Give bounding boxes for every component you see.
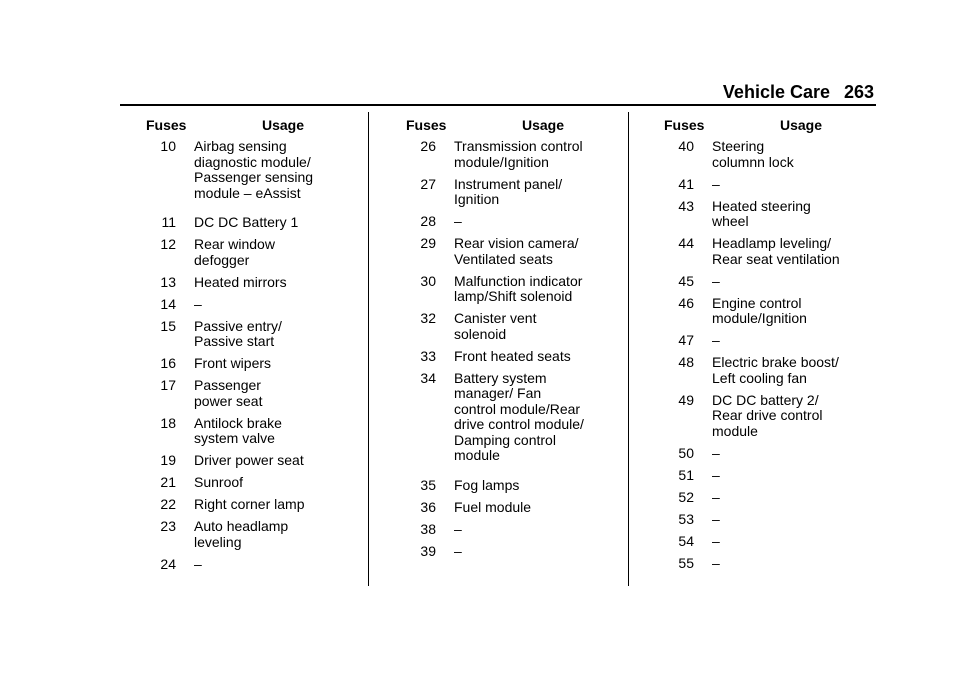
fuse-number: 36	[420, 498, 436, 515]
usage-line: columnn lock	[712, 153, 794, 170]
table-row	[658, 236, 888, 267]
header-rule	[120, 104, 876, 106]
fuse-number: 14	[160, 295, 176, 312]
fuse-usage	[454, 177, 630, 208]
usage-line: power seat	[194, 392, 263, 409]
usage-line: wheel	[712, 213, 749, 229]
fuse-number: 38	[420, 520, 436, 537]
fuse-number: 34	[420, 369, 436, 386]
fuse-usage	[454, 371, 630, 464]
usage-line: Passive entry/	[194, 317, 282, 334]
fuse-usage	[194, 416, 370, 447]
table-row	[140, 378, 370, 409]
usage-line: –	[712, 532, 720, 549]
table-row	[658, 296, 888, 327]
fuse-usage	[712, 556, 888, 572]
fuses-header: Fuses	[664, 117, 705, 133]
usage-line: Sunroof	[194, 474, 244, 490]
usage-line: module/Ignition	[712, 310, 807, 326]
fuse-number: 54	[678, 532, 694, 549]
usage-line: Heated steering	[712, 197, 811, 214]
table-header	[400, 117, 630, 139]
fuse-usage	[712, 333, 888, 349]
usage-line: Steering	[712, 138, 765, 154]
fuse-usage	[454, 274, 630, 305]
table-row	[140, 453, 370, 469]
table-row	[658, 512, 888, 528]
fuse-number: 51	[678, 466, 694, 483]
fuse-usage	[194, 139, 370, 201]
usage-line: Passive start	[194, 333, 275, 349]
fuse-usage	[712, 274, 888, 290]
fuse-table-column-2	[400, 117, 630, 566]
table-row	[140, 215, 370, 231]
fuse-number: 53	[678, 510, 694, 527]
page-number: 263	[843, 82, 874, 102]
table-row	[400, 139, 630, 170]
usage-line: –	[712, 272, 720, 289]
fuse-number: 18	[160, 414, 176, 431]
usage-line: Passenger sensing	[194, 169, 314, 185]
usage-line: Left cooling fan	[712, 369, 807, 386]
fuse-number: 10	[160, 138, 176, 154]
usage-line: Driver power seat	[194, 452, 304, 468]
table-row	[140, 275, 370, 291]
usage-line: –	[454, 542, 462, 559]
fuse-rows	[658, 139, 888, 571]
usage-line: Airbag sensing	[194, 138, 287, 154]
fuse-number: 35	[420, 476, 436, 493]
usage-line: Instrument panel/	[454, 175, 563, 192]
table-row	[140, 139, 370, 201]
fuse-number: 11	[161, 214, 176, 230]
fuse-rows	[400, 139, 630, 559]
usage-header: Usage	[262, 117, 305, 133]
usage-line: DC DC battery 2/	[712, 391, 819, 408]
fuse-usage	[194, 519, 370, 550]
usage-line: defogger	[194, 251, 250, 268]
usage-line: module/Ignition	[454, 153, 549, 170]
usage-line: Auto headlamp	[194, 518, 289, 534]
usage-line: –	[712, 554, 720, 571]
fuse-number: 23	[160, 518, 176, 534]
usage-line: Transmission control	[454, 138, 583, 154]
fuse-usage	[194, 319, 370, 350]
fuse-usage	[712, 446, 888, 462]
table-row	[400, 500, 630, 516]
usage-header: Usage	[522, 117, 565, 133]
fuse-usage	[194, 275, 370, 291]
fuse-number: 24	[160, 555, 176, 572]
fuse-number: 50	[678, 444, 694, 461]
fuse-usage	[454, 500, 630, 516]
table-row	[140, 237, 370, 268]
usage-line: –	[194, 295, 202, 312]
table-row	[658, 199, 888, 230]
table-row	[400, 214, 630, 230]
fuse-usage	[194, 378, 370, 409]
fuse-rows	[140, 139, 370, 572]
table-row	[140, 416, 370, 447]
table-row	[140, 297, 370, 313]
fuse-usage	[194, 475, 370, 491]
fuse-number: 43	[678, 197, 694, 214]
fuse-usage	[454, 139, 630, 170]
usage-line: module – eAssist	[194, 184, 301, 201]
usage-line: –	[712, 332, 720, 348]
usage-line: Right corner lamp	[194, 496, 305, 512]
fuse-number: 55	[678, 554, 694, 571]
table-row	[140, 475, 370, 491]
table-row	[140, 356, 370, 372]
usage-line: Front wipers	[194, 355, 272, 371]
usage-line: –	[712, 466, 720, 483]
fuse-usage	[712, 177, 888, 193]
usage-line: module	[454, 447, 500, 463]
fuse-number: 33	[420, 347, 436, 364]
table-row	[658, 490, 888, 506]
fuse-number: 44	[678, 235, 694, 251]
table-row	[658, 534, 888, 550]
fuse-number: 52	[678, 488, 694, 505]
fuses-header: Fuses	[146, 117, 187, 133]
fuse-number: 15	[160, 317, 176, 334]
fuse-usage	[712, 236, 888, 267]
fuse-usage	[712, 393, 888, 440]
table-row	[658, 556, 888, 572]
fuse-number: 28	[420, 213, 436, 229]
fuse-usage	[712, 468, 888, 484]
fuse-number: 49	[678, 391, 694, 408]
table-row	[658, 139, 888, 170]
fuse-usage	[194, 453, 370, 469]
fuse-number: 48	[678, 354, 694, 370]
fuse-number: 40	[678, 138, 694, 154]
fuse-usage	[454, 236, 630, 267]
usage-line: Rear drive control	[712, 407, 823, 423]
usage-line: Ignition	[454, 191, 500, 207]
table-row	[658, 333, 888, 349]
table-row	[658, 393, 888, 440]
fuse-number: 17	[160, 377, 176, 393]
fuse-usage	[712, 512, 888, 528]
usage-line: DC DC Battery 1	[194, 214, 299, 230]
usage-line: Heated mirrors	[194, 273, 287, 290]
page-header	[0, 80, 960, 110]
table-row	[400, 371, 630, 464]
fuse-usage	[454, 522, 630, 538]
usage-line: –	[712, 510, 720, 527]
table-row	[658, 177, 888, 193]
usage-line: control module/Rear	[454, 400, 581, 417]
fuse-usage	[712, 139, 888, 170]
table-row	[400, 311, 630, 342]
table-row	[400, 274, 630, 305]
fuse-usage	[194, 297, 370, 313]
usage-line: Rear vision camera/	[454, 235, 579, 251]
table-row	[140, 557, 370, 573]
usage-line: Electric brake boost/	[712, 354, 839, 370]
table-row	[140, 497, 370, 513]
fuse-usage	[454, 214, 630, 230]
usage-header: Usage	[780, 117, 823, 133]
usage-line: Fuel module	[454, 498, 532, 515]
usage-line: Fog lamps	[454, 476, 520, 493]
fuse-usage	[712, 534, 888, 550]
fuse-number: 13	[160, 273, 176, 290]
table-header	[140, 117, 370, 139]
usage-line: –	[712, 488, 720, 505]
usage-line: drive control module/	[454, 416, 584, 432]
usage-line: Damping control	[454, 431, 556, 448]
fuse-usage	[712, 490, 888, 506]
table-row	[400, 236, 630, 267]
usage-line: Engine control	[712, 294, 802, 311]
fuse-number: 39	[420, 542, 436, 559]
fuse-table-column-3	[658, 117, 888, 578]
fuse-number: 46	[678, 294, 694, 311]
usage-line: Battery system	[454, 369, 547, 386]
fuse-usage	[194, 557, 370, 573]
table-header	[658, 117, 888, 139]
fuse-number: 47	[678, 332, 694, 348]
table-row	[658, 468, 888, 484]
fuse-number: 45	[678, 272, 694, 289]
fuse-usage	[712, 296, 888, 327]
usage-line: Rear window	[194, 236, 275, 252]
fuse-number: 26	[420, 138, 436, 154]
fuse-usage	[194, 215, 370, 231]
usage-line: Passenger	[194, 377, 261, 393]
usage-line: system valve	[194, 430, 275, 446]
fuse-usage	[454, 544, 630, 560]
fuse-number: 16	[160, 355, 176, 371]
section-title: Vehicle Care	[722, 82, 830, 102]
fuse-usage	[454, 311, 630, 342]
usage-line: diagnostic module/	[194, 153, 311, 170]
table-row	[400, 177, 630, 208]
usage-line: Canister vent	[454, 310, 537, 326]
fuse-number: 41	[678, 175, 694, 192]
usage-line: lamp/Shift solenoid	[454, 288, 573, 304]
fuse-usage	[454, 478, 630, 494]
table-row	[658, 355, 888, 386]
table-row	[400, 349, 630, 365]
fuse-number: 21	[160, 474, 176, 490]
usage-line: module	[712, 422, 758, 439]
usage-line: Rear seat ventilation	[712, 250, 840, 267]
usage-line: –	[454, 213, 462, 229]
table-row	[140, 519, 370, 550]
fuse-usage	[712, 199, 888, 230]
fuse-table-column-1	[140, 117, 370, 579]
fuse-number: 12	[160, 236, 176, 252]
table-row	[140, 319, 370, 350]
fuse-usage	[194, 497, 370, 513]
table-row	[658, 446, 888, 462]
usage-line: Antilock brake	[194, 414, 282, 431]
table-row	[400, 478, 630, 494]
usage-line: –	[712, 175, 720, 192]
fuse-number: 30	[420, 272, 436, 289]
fuse-number: 27	[420, 175, 436, 192]
fuse-usage	[194, 356, 370, 372]
usage-line: manager/ Fan	[454, 385, 542, 401]
fuse-number: 29	[420, 235, 436, 251]
usage-line: Ventilated seats	[454, 250, 553, 267]
usage-line: –	[454, 520, 462, 537]
table-row	[658, 274, 888, 290]
usage-line: –	[194, 555, 202, 572]
fuses-header: Fuses	[406, 117, 447, 133]
fuse-usage	[454, 349, 630, 365]
fuse-number: 22	[160, 496, 176, 512]
usage-line: Headlamp leveling/	[712, 235, 832, 251]
fuse-usage	[194, 237, 370, 268]
fuse-number: 19	[160, 452, 176, 468]
usage-line: leveling	[194, 533, 242, 550]
usage-line: Malfunction indicator	[454, 272, 583, 289]
usage-line: solenoid	[454, 325, 507, 342]
usage-line: Front heated seats	[454, 347, 571, 364]
usage-line: –	[712, 444, 720, 461]
table-row	[400, 522, 630, 538]
table-row	[400, 544, 630, 560]
fuse-usage	[712, 355, 888, 386]
fuse-number: 32	[420, 310, 436, 326]
